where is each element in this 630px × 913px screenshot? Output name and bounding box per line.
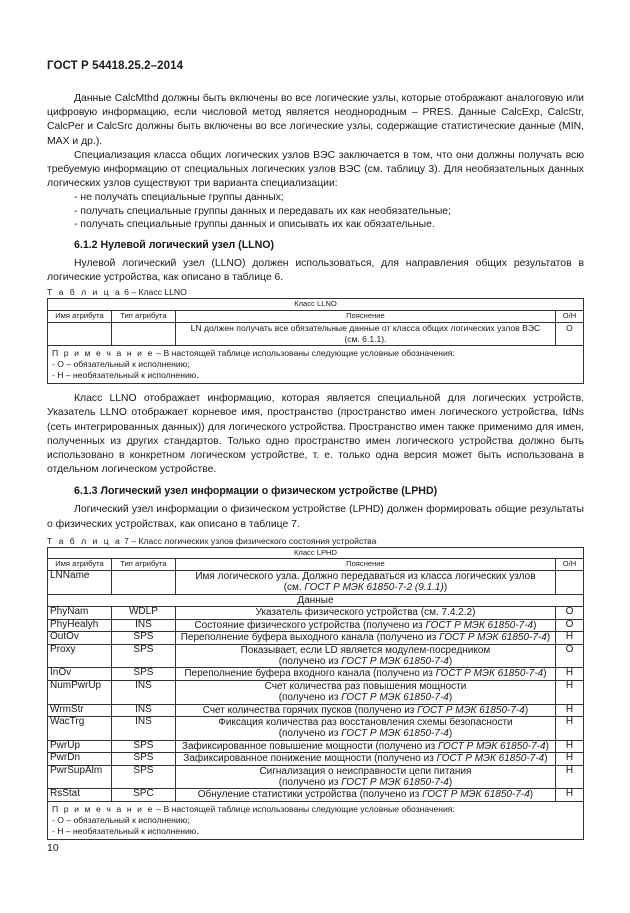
table-note: П р и м е ч а н и е – В настоящей таблице использованы следующие условные обозначения: - О – обязательный к исполнению; - Н – необязательный к исполнению. bbox=[48, 345, 584, 384]
section-heading-6-1-3: 6.1.3 Логический узел информации о физическом устройстве (LPHD) bbox=[74, 485, 438, 498]
paragraph-llno-intro: Нулевой логический узел (LLNO) должен использоваться, для направления общих результатов в логические устройства, как описано в таблице 6. bbox=[47, 258, 584, 284]
list-item: - получать специальные группы данных и описывать их как обязательные. bbox=[74, 218, 435, 230]
row-description: Сигнализация о неисправности цепи питания (получено из ГОСТ Р МЭК 61850-7-4) bbox=[175, 765, 555, 789]
table-note: П р и м е ч а н и е – В настоящей таблице использованы следующие условные обозначения: - О – обязательный к исполнению; - Н – необязательный к исполнению. bbox=[48, 801, 584, 840]
row-type: SPS bbox=[111, 644, 175, 668]
row-description: Состояние физического устройства (получено из ГОСТ Р МЭК 61850-7-4) bbox=[175, 619, 555, 631]
paragraph-specialization: Специализация класса общих логических узлов ВЭС заключается в том, что они должны получать всю требуемую информацию от специальных логических узлов ВЭС (см. таблицу 3). Для необязательных данных логических узлов существуют три варианта специализации: bbox=[47, 149, 584, 190]
row-type: INS bbox=[111, 704, 175, 716]
note-item: - Н – необязательный к исполнению. bbox=[52, 826, 199, 837]
column-header: О/Н bbox=[556, 559, 584, 571]
table-row bbox=[48, 323, 584, 346]
table-row bbox=[48, 704, 584, 716]
table-6-caption: Т а б л и ц а 6 – Класс LLNO bbox=[47, 287, 187, 298]
row-type: SPS bbox=[111, 753, 175, 765]
row-name: InOv bbox=[48, 668, 112, 680]
paragraph-calcmthd: Данные CalcMthd должны быть включены во все логические узлы, которые отображают аналоговую или цифровую информацию, если числовой метод является неоднородным – PRES. Данные CalcExp, CalcStr, CalcPer и CalcSrc должны быть включены во все логические узлы, содержащие статистические данные (MIN, MAX и др.). bbox=[47, 93, 584, 147]
row-type: SPS bbox=[111, 740, 175, 752]
row-description: Указатель физического устройства (см. 7.4.2.2) bbox=[175, 607, 555, 619]
table-6 bbox=[47, 298, 584, 384]
row-mo: Н bbox=[556, 740, 584, 752]
row-type: INS bbox=[111, 680, 175, 704]
paragraph-llno-class: Класс LLNO отображает информацию, которая является специальной для логических устройств. Указатель LLNO отображает корневое имя, пространство (пространство имен логического устройства, IdNs (сеть интегрированных данных)) для логического устройства. Пространство имен также применимо для имен, полученных из других стандартов. Только одно пространство имен логического устройства должно быть использовано в конкретном логическом устройстве, т. е. только одна версия может быть использована в отдельном логическом устройстве. bbox=[47, 393, 584, 476]
list-item: - получать специальные группы данных и передавать их как необязательные; bbox=[74, 205, 451, 217]
row-description: Счет количества горячих пусков (получено из ГОСТ Р МЭК 61850-7-4) bbox=[175, 704, 555, 716]
row-name: PwrUp bbox=[48, 740, 112, 752]
row-type: SPS bbox=[111, 668, 175, 680]
row-type: SPS bbox=[111, 632, 175, 644]
column-header: Тип атрибута bbox=[111, 311, 175, 323]
row-mo: О bbox=[556, 619, 584, 631]
row-name: OutOv bbox=[48, 632, 112, 644]
paragraph-lphd-intro: Логический узел информации о физическом устройстве (LPHD) должен формировать общие результаты о физических устройствах, как описано в таблице 7. bbox=[47, 504, 584, 530]
table-row bbox=[48, 668, 584, 680]
table-row bbox=[48, 753, 584, 765]
column-header: Пояснение bbox=[175, 559, 555, 571]
row-name: PwrDn bbox=[48, 753, 112, 765]
row-mo: Н bbox=[556, 765, 584, 789]
note-item: - Н – необязательный к исполнению. bbox=[52, 370, 199, 381]
row-mo: Н bbox=[556, 716, 584, 740]
row-description: Счет количества раз повышения мощности (получено из ГОСТ Р МЭК 61850-7-4) bbox=[175, 680, 555, 704]
row-mo: Н bbox=[556, 632, 584, 644]
table-row bbox=[48, 619, 584, 631]
note-item: - О – обязательный к исполнению; bbox=[52, 358, 190, 369]
row-type: SPS bbox=[111, 765, 175, 789]
column-header: Имя атрибута bbox=[48, 559, 112, 571]
table-row bbox=[48, 716, 584, 740]
row-description: Переполнение буфера выходного канала (получено из ГОСТ Р МЭК 61850-7-4) bbox=[175, 632, 555, 644]
table-row bbox=[48, 571, 584, 595]
row-mo: О bbox=[556, 644, 584, 668]
row-name: NumPwrUp bbox=[48, 680, 112, 704]
row-mo: Н bbox=[556, 753, 584, 765]
row-mo: Н bbox=[556, 789, 584, 801]
row-description: Обнуление статистики устройства (получено из ГОСТ Р МЭК 61850-7-4) bbox=[175, 789, 555, 801]
page-number: 10 bbox=[47, 842, 59, 854]
row-description: Показывает, если LD является модулем-посредником (получено из ГОСТ Р МЭК 61850-7-4) bbox=[175, 644, 555, 668]
row-mo: О bbox=[556, 607, 584, 619]
table-row bbox=[48, 680, 584, 704]
note-item: - О – обязательный к исполнению; bbox=[52, 814, 190, 825]
table-class-name: Класс LLNO bbox=[48, 299, 584, 311]
row-name: WrmStr bbox=[48, 704, 112, 716]
column-header: Имя атрибута bbox=[48, 311, 112, 323]
row-type: INS bbox=[111, 619, 175, 631]
data-section-label: Данные bbox=[48, 594, 584, 606]
page-content bbox=[47, 92, 584, 840]
document-header: ГОСТ Р 54418.25.2–2014 bbox=[47, 60, 184, 72]
row-type: SPC bbox=[111, 789, 175, 801]
section-heading-6-1-2: 6.1.2 Нулевой логический узел (LLNO) bbox=[74, 239, 275, 252]
table-row bbox=[48, 765, 584, 789]
table-row bbox=[48, 607, 584, 619]
row-name: PhyNam bbox=[48, 607, 112, 619]
row-name: PhyHealyh bbox=[48, 619, 112, 631]
column-header: О/Н bbox=[556, 311, 584, 323]
row-name: WacTrg bbox=[48, 716, 112, 740]
row-description: Переполнение буфера входного канала (получено из ГОСТ Р МЭК 61850-7-4) bbox=[175, 668, 555, 680]
table-7 bbox=[47, 547, 584, 841]
list-item: - не получать специальные группы данных; bbox=[74, 192, 284, 204]
row-description: LN должен получать все обязательные данные от класса общих логических узлов ВЭС (см. 6.1.1). bbox=[175, 323, 555, 346]
row-type: WDLP bbox=[111, 607, 175, 619]
table-row bbox=[48, 632, 584, 644]
table-row bbox=[48, 644, 584, 668]
row-name: Proxy bbox=[48, 644, 112, 668]
row-description: Фиксация количества раз восстановления схемы безопасности (получено из ГОСТ Р МЭК 61850-7-4) bbox=[175, 716, 555, 740]
row-description: Зафиксированное повышение мощности (получено из ГОСТ Р МЭК 61850-7-4) bbox=[175, 740, 555, 752]
row-name: LNName bbox=[48, 571, 112, 595]
table-row bbox=[48, 789, 584, 801]
row-mo: Н bbox=[556, 668, 584, 680]
table-7-caption: Т а б л и ц а 7 – Класс логических узлов физического состояния устройства bbox=[47, 535, 377, 546]
column-header: Тип атрибута bbox=[111, 559, 175, 571]
row-description: Зафиксированное понижение мощности (получено из ГОСТ Р МЭК 61850-7-4) bbox=[175, 753, 555, 765]
table-class-name: Класс LPHD bbox=[48, 547, 584, 558]
row-name: PwrSupAlm bbox=[48, 765, 112, 789]
row-description: Имя логического узла. Должно передаваться из класса логических узлов (см. ГОСТ Р МЭК 61850-7-2 (9.1.1)) bbox=[175, 571, 555, 595]
column-header: Пояснение bbox=[175, 311, 555, 323]
table-row bbox=[48, 740, 584, 752]
row-mo: Н bbox=[556, 704, 584, 716]
row-mo: Н bbox=[556, 680, 584, 704]
row-type: INS bbox=[111, 716, 175, 740]
row-mo: О bbox=[556, 323, 584, 346]
row-name: RsStat bbox=[48, 789, 112, 801]
